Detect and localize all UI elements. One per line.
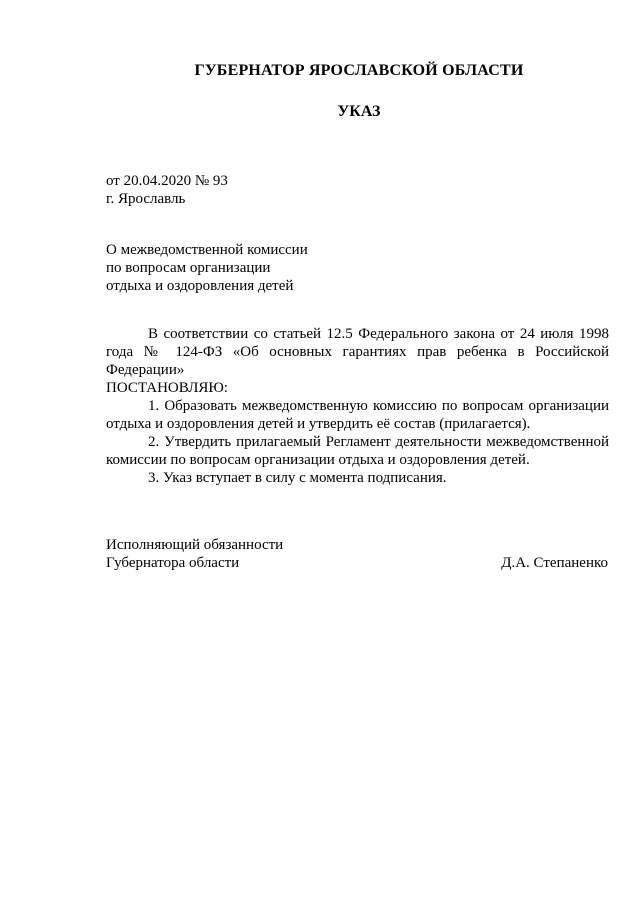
decree-body — [106, 325, 609, 487]
subject-line-2: по вопросам организации — [106, 260, 271, 276]
subject-line-1: О межведомственной комиссии — [106, 242, 308, 258]
decree-item-1: 1. Образовать межведомственную комиссию по вопросам организации отдыха и оздоровления детей и утвердить её состав (прилагается). — [106, 398, 609, 432]
subject-line-3: отдыха и оздоровления детей — [106, 278, 294, 294]
decree-item-2: 2. Утвердить прилагаемый Регламент деятельности межведомственной комиссии по вопросам организации отдыха и оздоровления детей. — [106, 434, 609, 468]
preamble-paragraph: В соответствии со статьей 12.5 Федерального закона от 24 июля 1998 года № 124-ФЗ «Об основных гарантиях прав ребенка в Российской Федерации» — [106, 326, 609, 378]
signature-position-line-2: Губернатора области — [106, 555, 240, 571]
city: г. Ярославль — [106, 191, 186, 207]
signature-position-line-1: Исполняющий обязанности — [106, 537, 284, 553]
authority-title: ГУБЕРНАТОР ЯРОСЛАВСКОЙ ОБЛАСТИ — [194, 62, 524, 79]
date-number: от 20.04.2020 № 93 — [106, 173, 228, 189]
decree-word: ПОСТАНОВЛЯЮ: — [106, 380, 228, 396]
signatory-name: Д.А. Степаненко — [501, 555, 608, 571]
document-type: УКАЗ — [337, 103, 381, 120]
decree-item-3: 3. Указ вступает в силу с момента подписания. — [148, 470, 447, 486]
